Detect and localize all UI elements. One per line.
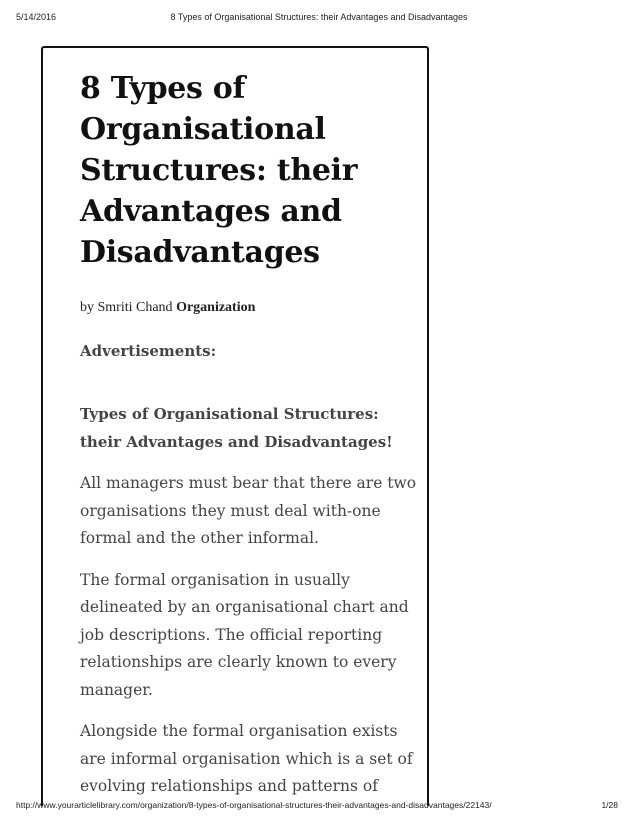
byline-author[interactable]: by Smriti Chand	[80, 300, 173, 315]
print-date: 5/14/2016	[16, 12, 57, 22]
body-paragraph: Alongside the formal organisation exists are informal organisation which is a set of evolving relationships and patterns of	[80, 722, 413, 795]
page-number: 1/28	[601, 800, 618, 810]
print-url: http://www.yourarticlelibrary.com/organization/8-types-of-organisational-structures-their-advantages-and-disadvantages/22143/	[16, 800, 492, 810]
category-link[interactable]: Organization	[176, 300, 256, 315]
body-paragraph: The formal organisation in usually delineated by an organisational chart and job descriptions. The official reporting relationships are clearly known to every manager.	[80, 570, 409, 699]
article-title-line: Organisational	[80, 112, 326, 147]
lead-paragraph: Types of Organisational Structures: their Advantages and Disadvantages!	[80, 405, 393, 451]
body-paragraph: All managers must bear that there are two organisations they must deal with-one formal and the other informal.	[80, 474, 417, 547]
article-title-line: Disadvantages	[80, 235, 320, 270]
byline	[80, 300, 420, 316]
print-footer	[0, 800, 638, 814]
article-title-line: Advantages and	[80, 194, 342, 229]
article-title-line: 8 Types of	[80, 71, 246, 106]
article-body	[80, 68, 420, 806]
print-page-title: 8 Types of Organisational Structures: their Advantages and Disadvantages	[170, 12, 468, 22]
article-frame	[41, 46, 429, 806]
advertisements-label: Advertisements:	[80, 342, 217, 360]
article-title-line: Structures: their	[80, 153, 358, 188]
print-header	[0, 12, 638, 26]
article-title	[80, 68, 420, 273]
